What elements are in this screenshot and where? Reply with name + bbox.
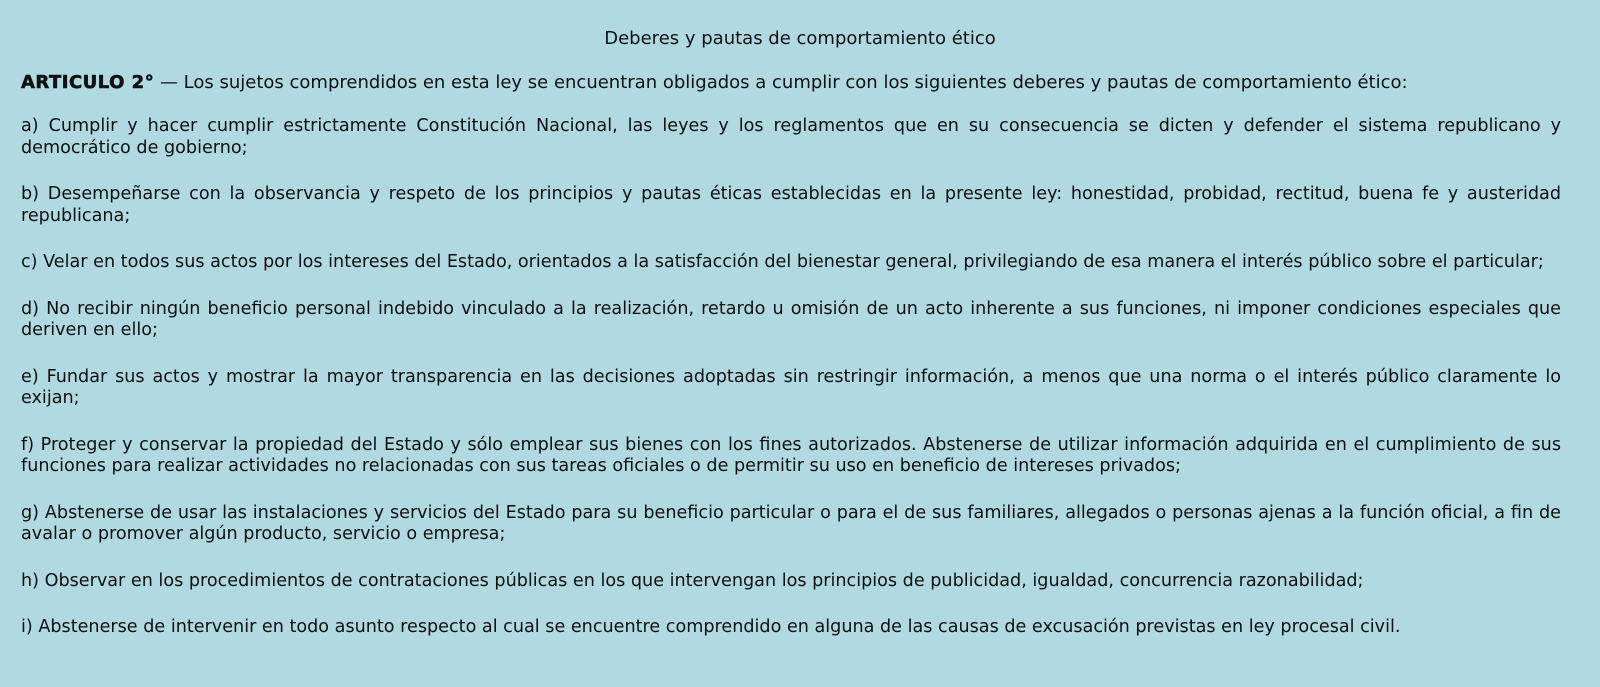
clause-i: i) Abstenerse de intervenir en todo asunto respecto al cual se encuentre comprendido en alguna de las causas de excusación previstas en ley procesal civil.	[21, 617, 1401, 637]
clause-c: c) Velar en todos sus actos por los intereses del Estado, orientados a la satisfacción del bienestar general, privilegiando de esa manera el interés público sobre el particular;	[21, 252, 1544, 272]
article-separator: —	[154, 72, 184, 93]
clause-f: f) Proteger y conservar la propiedad del Estado y sólo emplear sus bienes con los fines autorizados. Abstenerse de utilizar información adquirida en el cumplimiento de sus funciones para realizar actividades no relacionadas con sus tareas oficiales o de permitir su uso en beneficio de intereses privados;	[21, 434, 1561, 476]
clause-b: b) Desempeñarse con la observancia y respeto de los principios y pautas éticas establecidas en la presente ley: honestidad, probidad, rectitud, buena fe y austeridad republicana;	[21, 184, 1561, 226]
clause-e: e) Fundar sus actos y mostrar la mayor transparencia en las decisiones adoptadas sin restringir información, a menos que una norma o el interés público claramente lo exijan;	[21, 366, 1561, 408]
clause-h: h) Observar en los procedimientos de contrataciones públicas en los que intervengan los principios de publicidad, igualdad, concurrencia razonabilidad;	[21, 570, 1364, 591]
article-label: ARTICULO 2°	[21, 72, 155, 93]
article-heading	[21, 68, 1561, 98]
clause-a: a) Cumplir y hacer cumplir estrictamente Constitución Nacional, las leyes y los reglamentos que en su consecuencia se dicten y defender el sistema republicano y democrático de gobierno;	[21, 116, 1561, 158]
clause-d: d) No recibir ningún beneficio personal indebido vinculado a la realización, retardo u omisión de un acto inherente a sus funciones, ni imponer condiciones especiales que deriven en ello;	[21, 298, 1561, 340]
document-title: Deberes y pautas de comportamiento ético	[604, 28, 996, 49]
article-intro: Los sujetos comprendidos en esta ley se encuentran obligados a cumplir con los siguientes deberes y pautas de comportamiento ético:	[183, 72, 1408, 93]
clause-g: g) Abstenerse de usar las instalaciones y servicios del Estado para su beneficio particular o para el de sus familiares, allegados o personas ajenas a la función oficial, a fin de avalar o promover algún producto, servicio o empresa;	[21, 502, 1561, 544]
clause-list	[21, 116, 1561, 639]
